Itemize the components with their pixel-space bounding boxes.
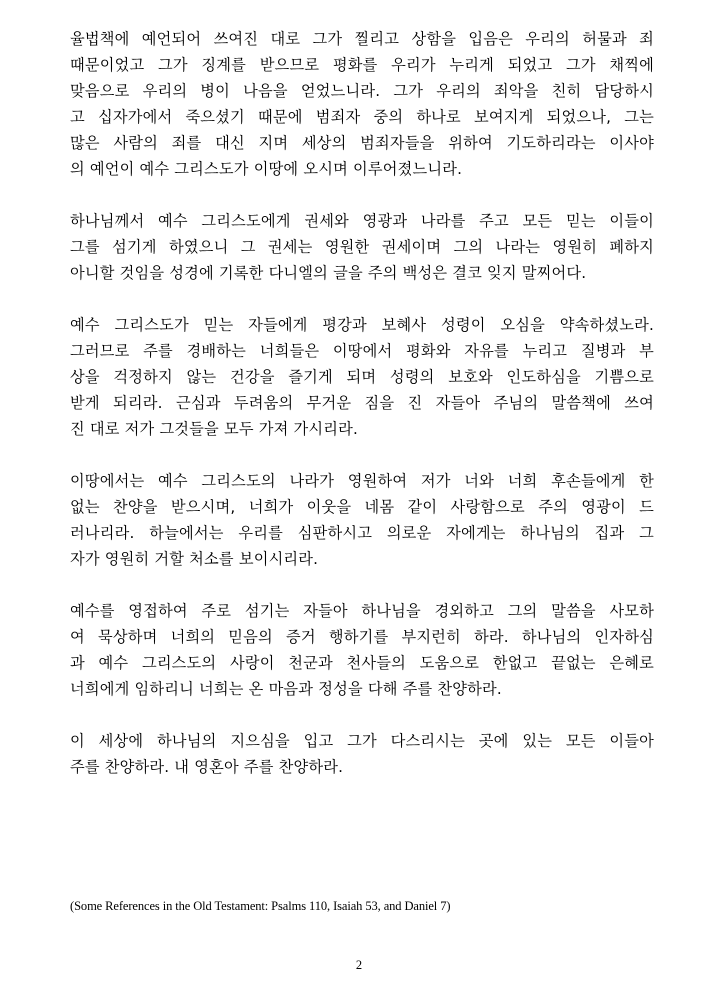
text-line: 맞음으로 우리의 병이 나음을 얻었느니라. 그가 우리의 죄악을 친히 담당하시 <box>70 82 654 100</box>
text-line: 상을 걱정하지 않는 건강을 즐기게 되며 성령의 보호와 인도하심을 기쁨으로 <box>70 368 654 386</box>
text-line: 진 대로 저가 그것들을 모두 가져 가시리라. <box>70 420 359 438</box>
text-line: 때문이었고 그가 징계를 받으므로 평화를 우리가 누리게 되었고 그가 채찍에 <box>70 56 654 74</box>
text-line: 받게 되리라. 근심과 두려움의 무거운 짐을 진 자들아 주님의 말씀책에 쓰여 <box>70 394 654 412</box>
text-line: 이땅에서는 예수 그리스도의 나라가 영원하여 저가 너와 너희 후손들에게 한 <box>70 472 654 490</box>
text-line: 없는 찬양을 받으시며, 너희가 이웃을 네몸 같이 사랑함으로 주의 영광이 드 <box>70 498 654 516</box>
text-line: 여 묵상하며 너희의 믿음의 증거 행하기를 부지런히 하라. 하나님의 인자하심 <box>70 628 654 646</box>
paragraph-3 <box>70 312 654 442</box>
page-number: 2 <box>355 958 363 972</box>
text-line: 아니할 것임을 성경에 기록한 다니엘의 글을 주의 백성은 결코 잊지 말찌어다. <box>70 264 587 282</box>
text-line: 의 예언이 예수 그리스도가 이땅에 오시며 이루어졌느니라. <box>70 160 463 178</box>
paragraph-5 <box>70 598 654 702</box>
paragraph-1 <box>70 26 654 182</box>
text-line: 과 예수 그리스도의 사랑이 천군과 천사들의 도움으로 한없고 끝없는 은혜로 <box>70 654 654 672</box>
paragraph-6 <box>70 728 654 780</box>
text-line: 예수를 영접하여 주로 섬기는 자들아 하나님을 경외하고 그의 말씀을 사모하 <box>70 602 654 620</box>
text-line: 그러므로 주를 경배하는 너희들은 이땅에서 평화와 자유를 누리고 질병과 부 <box>70 342 654 360</box>
text-line: 그를 섬기게 하였으니 그 권세는 영원한 권세이며 그의 나라는 영원히 폐하지 <box>70 238 654 256</box>
text-line: 율법책에 예언되어 쓰여진 대로 그가 찔리고 상함을 입음은 우리의 허물과 죄 <box>70 30 654 48</box>
page-body <box>70 26 654 806</box>
text-line: 하나님께서 예수 그리스도에게 권세와 영광과 나라를 주고 모든 믿는 이들이 <box>70 212 654 230</box>
text-line: 이 세상에 하나님의 지으심을 입고 그가 다스리시는 곳에 있는 모든 이들아 <box>70 732 654 750</box>
text-line: 너희에게 임하리니 너희는 온 마음과 정성을 다해 주를 찬양하라. <box>70 680 502 698</box>
text-line: 예수 그리스도가 믿는 자들에게 평강과 보혜사 성령이 오심을 약속하셨노라. <box>70 316 654 334</box>
text-line: 고 십자가에서 죽으셨기 때문에 범죄자 중의 하나로 보여지게 되었으나, 그는 <box>70 108 654 126</box>
reference-note: (Some References in the Old Testament: Psalms 110, Isaiah 53, and Daniel 7) <box>70 899 451 913</box>
paragraph-4 <box>70 468 654 572</box>
paragraph-2 <box>70 208 654 286</box>
text-line: 자가 영원히 거할 처소를 보이시리라. <box>70 550 319 568</box>
text-line: 많은 사람의 죄를 대신 지며 세상의 범죄자들을 위하여 기도하리라는 이사야 <box>70 134 654 152</box>
text-line: 러나리라. 하늘에서는 우리를 심판하시고 의로운 자에게는 하나님의 집과 그 <box>70 524 654 542</box>
text-line: 주를 찬양하라. 내 영혼아 주를 찬양하라. <box>70 758 344 776</box>
